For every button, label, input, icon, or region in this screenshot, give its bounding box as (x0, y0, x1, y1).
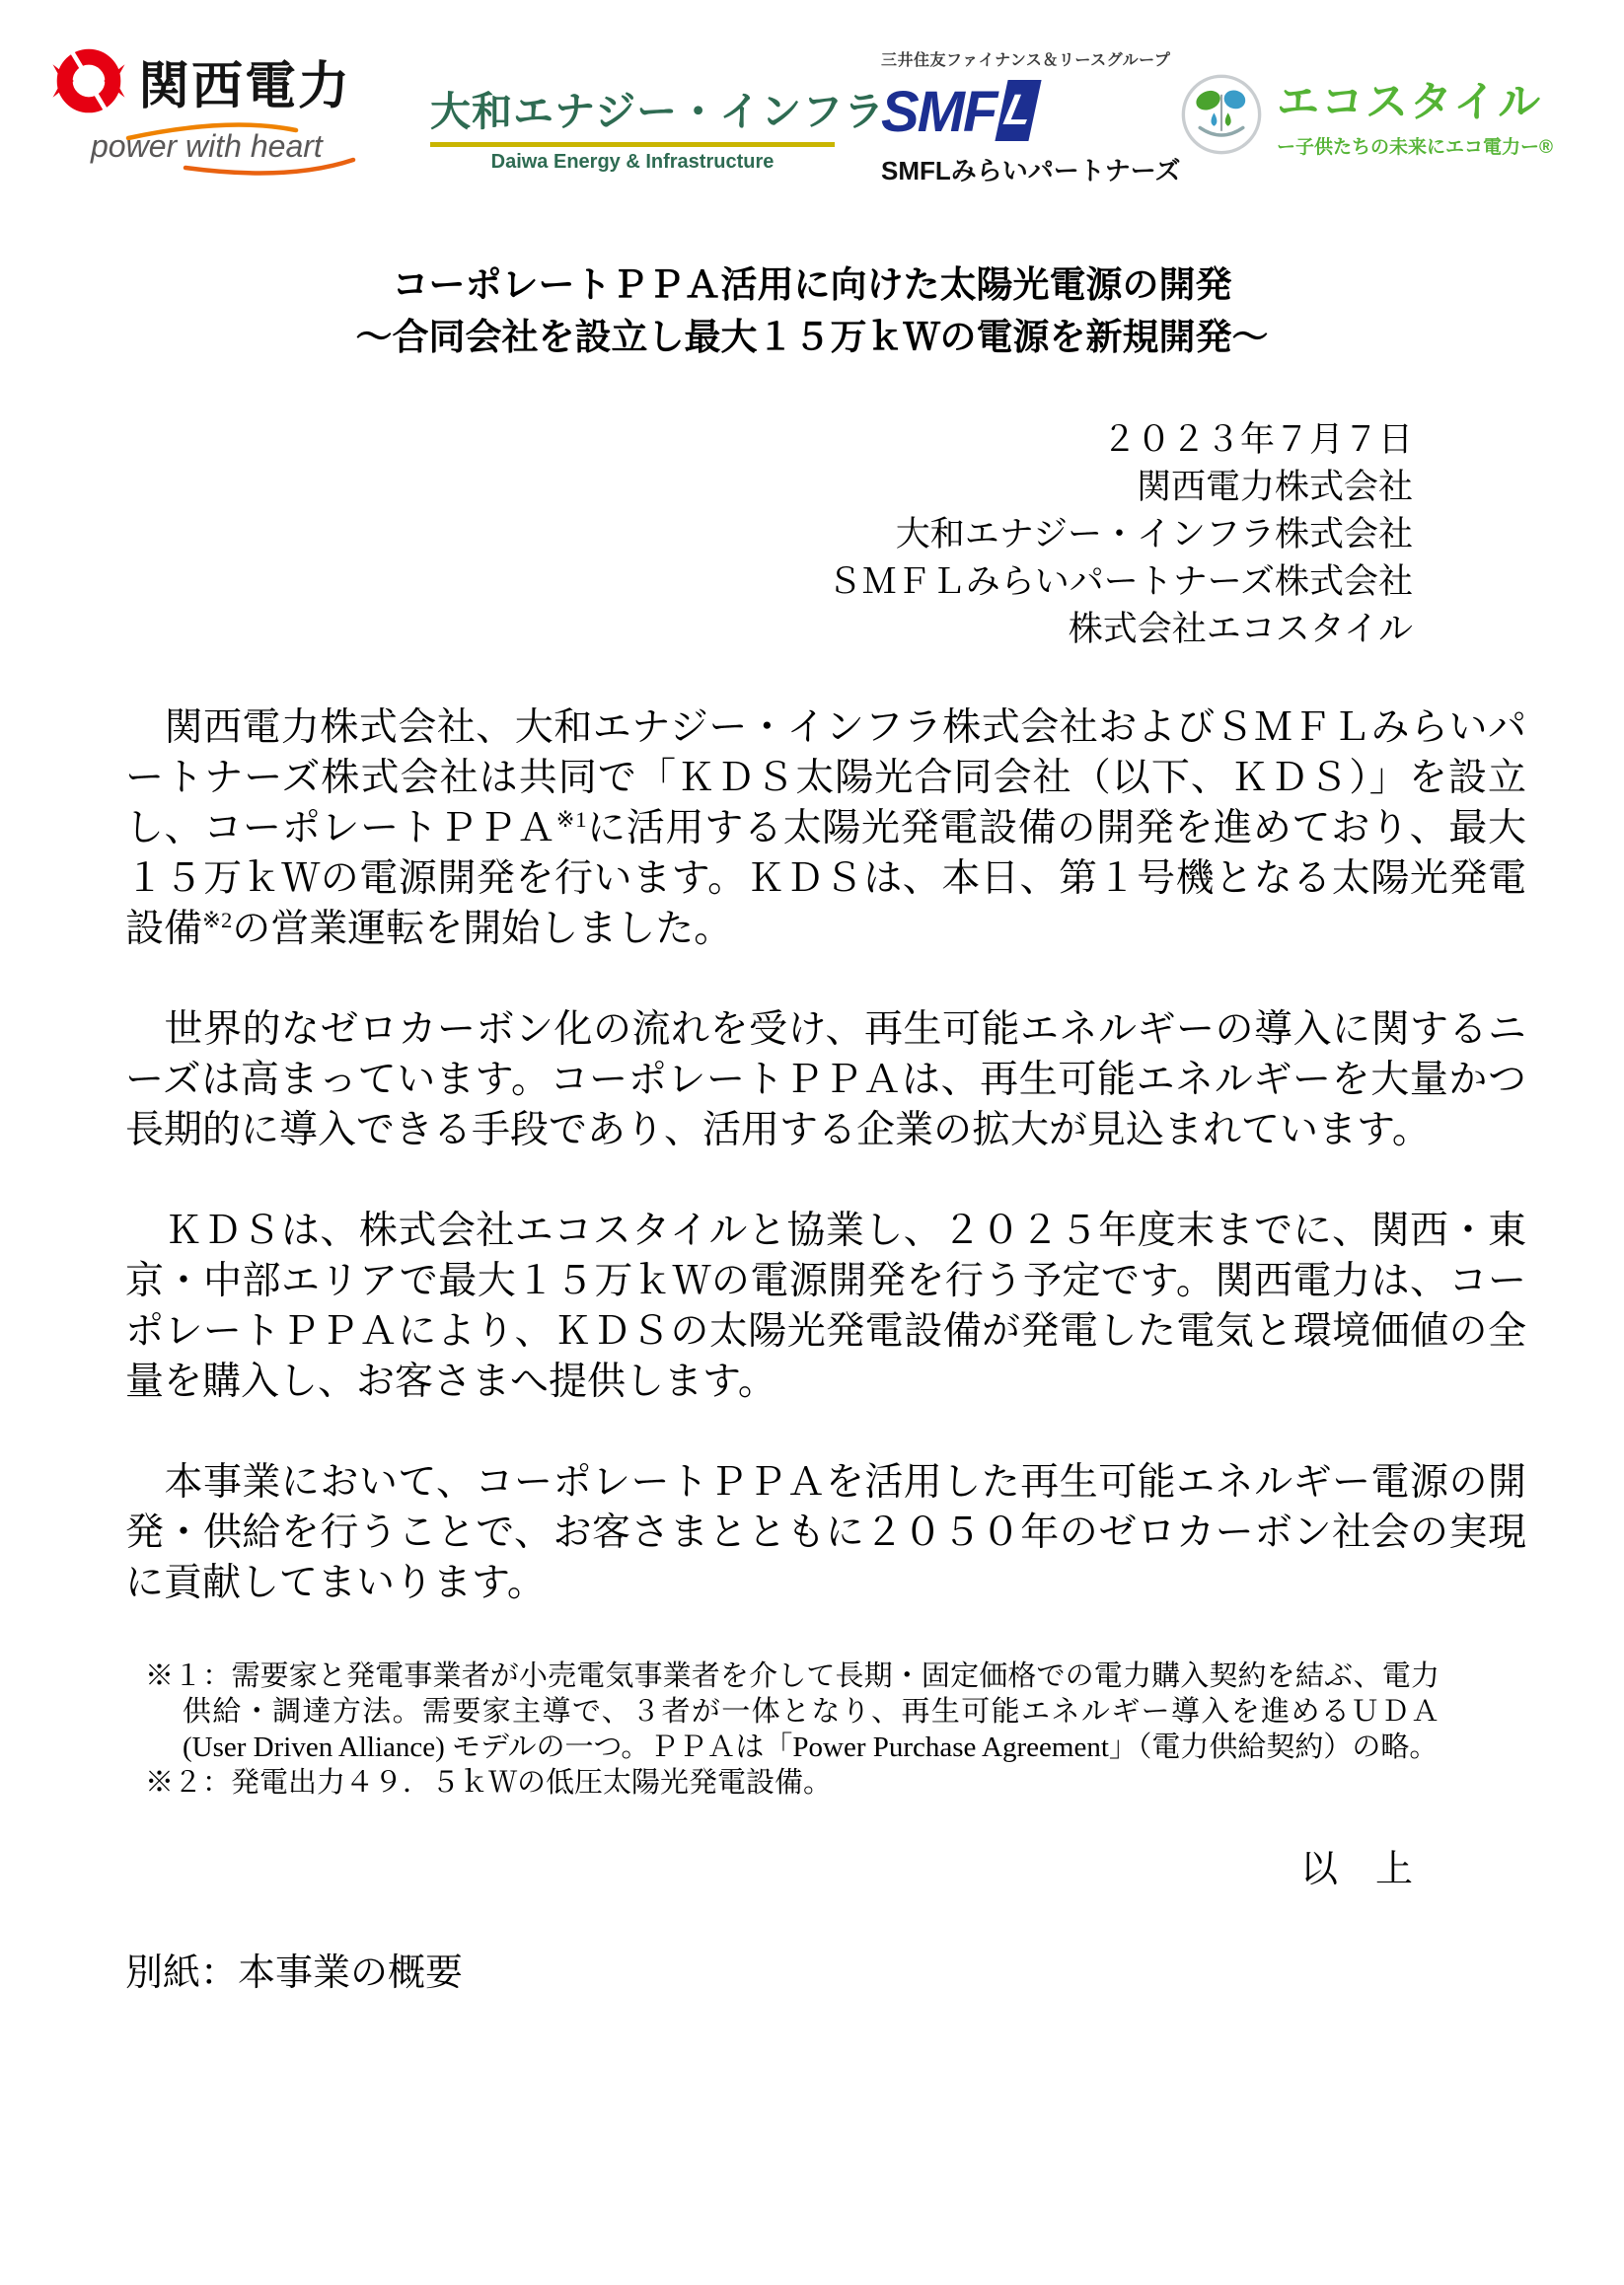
date-and-companies (0, 416, 1624, 653)
footnote-2 (145, 1765, 1439, 1801)
daiwa-logo-en-text: Daiwa Energy & Infrastructure (490, 151, 775, 173)
smfl-mark-l-text: L (999, 86, 1038, 134)
paragraph-1-text: 関西電力株式会社、大和エナジー・インフラ株式会社およびＳＭＦＬみらいパートナーズ株式会社は共同で「ＫＤＳ太陽光合同会社（以下、ＫＤＳ）」を設立し、コーポレートＰＰＡ (125, 706, 1526, 849)
paragraph-1-text-mid: に活用する太陽光発電設備の開発を進めており、最大１５万ｋＷの電源開発を行います。ＫＤＳは、本日、第１号機となる太陽光発電設備 (125, 807, 1526, 950)
smfl-l-parallelogram-icon (996, 80, 1042, 141)
smfl-mark-smf-text: SMF (881, 80, 997, 144)
paragraph-4: 本事業において、コーポレートＰＰＡを活用した再生可能エネルギー電源の開発・供給を行うことで、お客さまとともに２０５０年のゼロカーボン社会の実現に貢献してまいります。 (125, 1461, 1526, 1604)
ecostyle-logo (1180, 69, 1553, 159)
title-line-1: コーポレートＰＰＡ活用に向けた太陽光電源の開発 (392, 264, 1232, 305)
footnote-1 (145, 1658, 1439, 1765)
kepco-tagline-text: power with heart (91, 128, 323, 164)
ecostyle-text-block (1277, 69, 1553, 159)
smfl-logo (881, 47, 1180, 187)
footnote-2-label: ※２： (145, 1767, 232, 1799)
kepco-logo (51, 43, 357, 176)
title-line-2: ～合同会社を設立し最大１５万ｋＷの電源を新規開発～ (355, 317, 1269, 357)
ecostyle-logo-text: エコスタイル (1277, 79, 1543, 126)
smfl-logo-text: SMFLみらいパートナーズ (881, 156, 1181, 185)
smfl-group-text: 三井住友ファイナンス＆リースグループ (881, 52, 1171, 69)
company-name-ecostyle: 株式会社エコスタイル (1068, 610, 1413, 648)
footnote-2-text: 発電出力４９．５ｋＷの低圧太陽光発電設備。 (231, 1767, 833, 1799)
attachment-note: 別紙：本事業の概要 (125, 1953, 464, 1994)
ecostyle-mark-icon (1180, 73, 1263, 156)
paragraph-3: ＫＤＳは、株式会社エコスタイルと協業し、２０２５年度末までに、関西・東京・中部エリアで最大１５万ｋＷの電源開発を行う予定です。関西電力は、コーポレートＰＰＡにより、ＫＤＳの太陽光発電設備が発電した電気と環境価値の全量を購入し、お客さまへ提供します。 (125, 1210, 1526, 1403)
company-name-daiwa: 大和エナジー・インフラ株式会社 (895, 515, 1413, 553)
company-name-kepco: 関西電力株式会社 (1136, 468, 1413, 506)
closing-ijou: 以 上 (1299, 1849, 1413, 1890)
daiwa-logo-text: 大和エナジー・インフラ (430, 89, 886, 134)
paragraph-1-text-end: の営業運転を開始しました。 (232, 908, 733, 950)
footnote-1-text: 需要家と発電事業者が小売電気事業者を介して長期・固定価格での電力購入契約を結ぶ、電力供給・調達方法。需要家主導で、３者が一体となり、再生可能エネルギー導入を進めるＵＤＡ (User Driven Alliance) モデルの一つ。ＰＰＡは「Power Purchase Agreement」（電力供給契約）の略。 (183, 1660, 1440, 1763)
footnote-ref-2: ※2 (202, 908, 233, 932)
document-title (0, 258, 1624, 363)
company-name-smfl: ＳＭＦＬみらいパートナーズ株式会社 (827, 562, 1413, 601)
kepco-logo-text: 関西電力 (138, 57, 352, 115)
kepco-logo-top (51, 43, 357, 118)
footnotes (145, 1658, 1439, 1801)
ecostyle-tagline-text: ー子供たちの未来にエコ電力ー® (1277, 137, 1554, 158)
kepco-mark-icon (51, 43, 126, 118)
release-date: ２０２３年７月７日 (1101, 420, 1413, 459)
logo-row (0, 0, 1624, 197)
smfl-mark (881, 78, 1180, 144)
paragraph-2: 世界的なゼロカーボン化の流れを受け、再生可能エネルギーの導入に関するニーズは高まっています。コーポレートＰＰＡは、再生可能エネルギーを大量かつ長期的に導入できる手段であり、活用する企業の拡大が見込まれています。 (125, 1008, 1526, 1151)
footnote-1-label: ※１： (145, 1660, 232, 1692)
paragraph-1 (125, 702, 1526, 954)
kepco-tagline (91, 118, 357, 176)
footnote-ref-1: ※1 (555, 807, 587, 832)
body-text (125, 702, 1526, 1608)
daiwa-logo (430, 79, 886, 174)
daiwa-gold-rule (430, 142, 835, 147)
